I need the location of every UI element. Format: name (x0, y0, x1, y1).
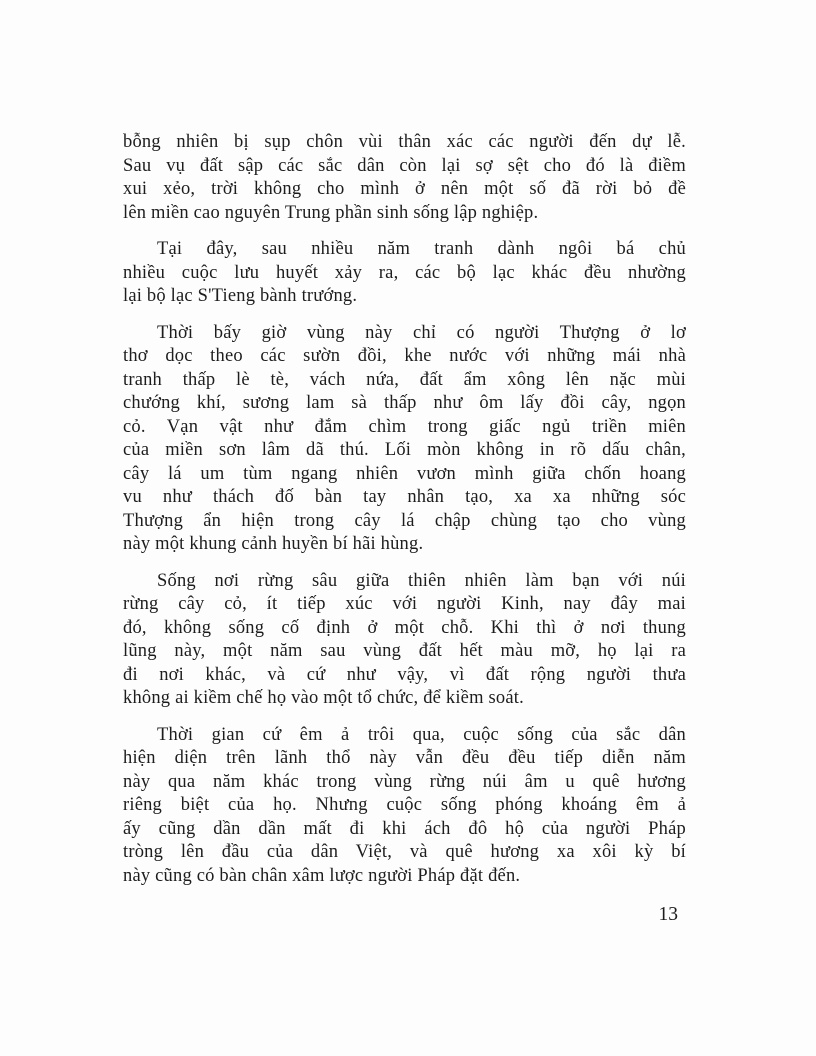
text-line: không ai kiềm chế họ vào một tổ chức, để kiềm soát. (123, 688, 524, 708)
text-line: lũng này, một năm sau vùng đất hết màu mỡ, họ lại ra (123, 641, 686, 661)
text-line: Sống nơi rừng sâu giữa thiên nhiên làm bạn với núi (157, 570, 686, 591)
text-line: cỏ. Vạn vật như đắm chìm trong giấc ngủ triền miên (123, 416, 686, 437)
text-line: xui xẻo, trời không cho mình ở nên một số đã rời bỏ đề (123, 179, 686, 199)
text-line: Thời gian cứ êm ả trôi qua, cuộc sống của sắc dân (157, 724, 686, 745)
text-line: này một khung cảnh huyền bí hãi hùng. (123, 534, 424, 554)
text-line: đó, không sống cố định ở một chỗ. Khi thì ở nơi thung (123, 617, 686, 638)
text-line: này qua năm khác trong vùng rừng núi âm u quê hương (123, 771, 686, 792)
text-line: lại bộ lạc S'Tieng bành trướng. (123, 286, 358, 306)
text-line: ấy cũng dần dần mất đi khi ách đô hộ của người Pháp (123, 818, 686, 839)
paragraph-5 (123, 724, 686, 889)
text-line: đi nơi khác, và cứ như vậy, vì đất rộng người thưa (123, 664, 686, 685)
text-line: riêng biệt của họ. Nhưng cuộc sống phóng khoáng êm ả (123, 795, 686, 815)
text-line: nhiều cuộc lưu huyết xảy ra, các bộ lạc khác đều nhường (123, 262, 686, 283)
paragraph-3 (123, 322, 686, 557)
text-line: tranh thấp lè tè, vách nứa, đất ẩm xông lên nặc mùi (123, 369, 686, 390)
paragraph-4 (123, 570, 686, 711)
page-number: 13 (658, 904, 678, 925)
text-line: lên miền cao nguyên Trung phần sinh sống lập nghiệp. (123, 202, 539, 223)
text-line: thơ dọc theo các sườn đồi, khe nước với những mái nhà (123, 346, 686, 366)
paragraph-1 (123, 131, 686, 225)
text-line: bỗng nhiên bị sụp chôn vùi thân xác các người đến dự lễ. (123, 132, 686, 152)
text-line: Thời bấy giờ vùng này chỉ có người Thượng ở lơ (157, 322, 686, 343)
text-line: cây lá um tùm ngang nhiên vươn mình giữa chốn hoang (123, 463, 686, 484)
text-line: hiện diện trên lãnh thổ này vẫn đều đều tiếp diễn năm (123, 748, 686, 768)
text-line: chướng khí, sương lam sà thấp như ôm lấy đồi cây, ngọn (123, 393, 686, 413)
text-line: Thượng ẩn hiện trong cây lá chập chùng tạo cho vùng (123, 510, 686, 531)
text-block (123, 131, 686, 888)
text-line: của miền sơn lâm dã thú. Lối mòn không in rõ dấu chân, (123, 440, 686, 460)
text-line: tròng lên đầu của dân Việt, và quê hương xa xôi kỳ bí (123, 842, 686, 862)
text-line: Tại đây, sau nhiều năm tranh dành ngôi bá chủ (157, 239, 686, 259)
text-line: này cũng có bàn chân xâm lược người Pháp đặt đến. (123, 865, 521, 886)
paragraph-2 (123, 238, 686, 309)
text-line: Sau vụ đất sập các sắc dân còn lại sợ sệt cho đó là điềm (123, 155, 686, 176)
text-line: vu như thách đố bàn tay nhân tạo, xa xa những sóc (123, 487, 686, 507)
text-line: rừng cây cỏ, ít tiếp xúc với người Kinh, nay đây mai (123, 594, 686, 614)
